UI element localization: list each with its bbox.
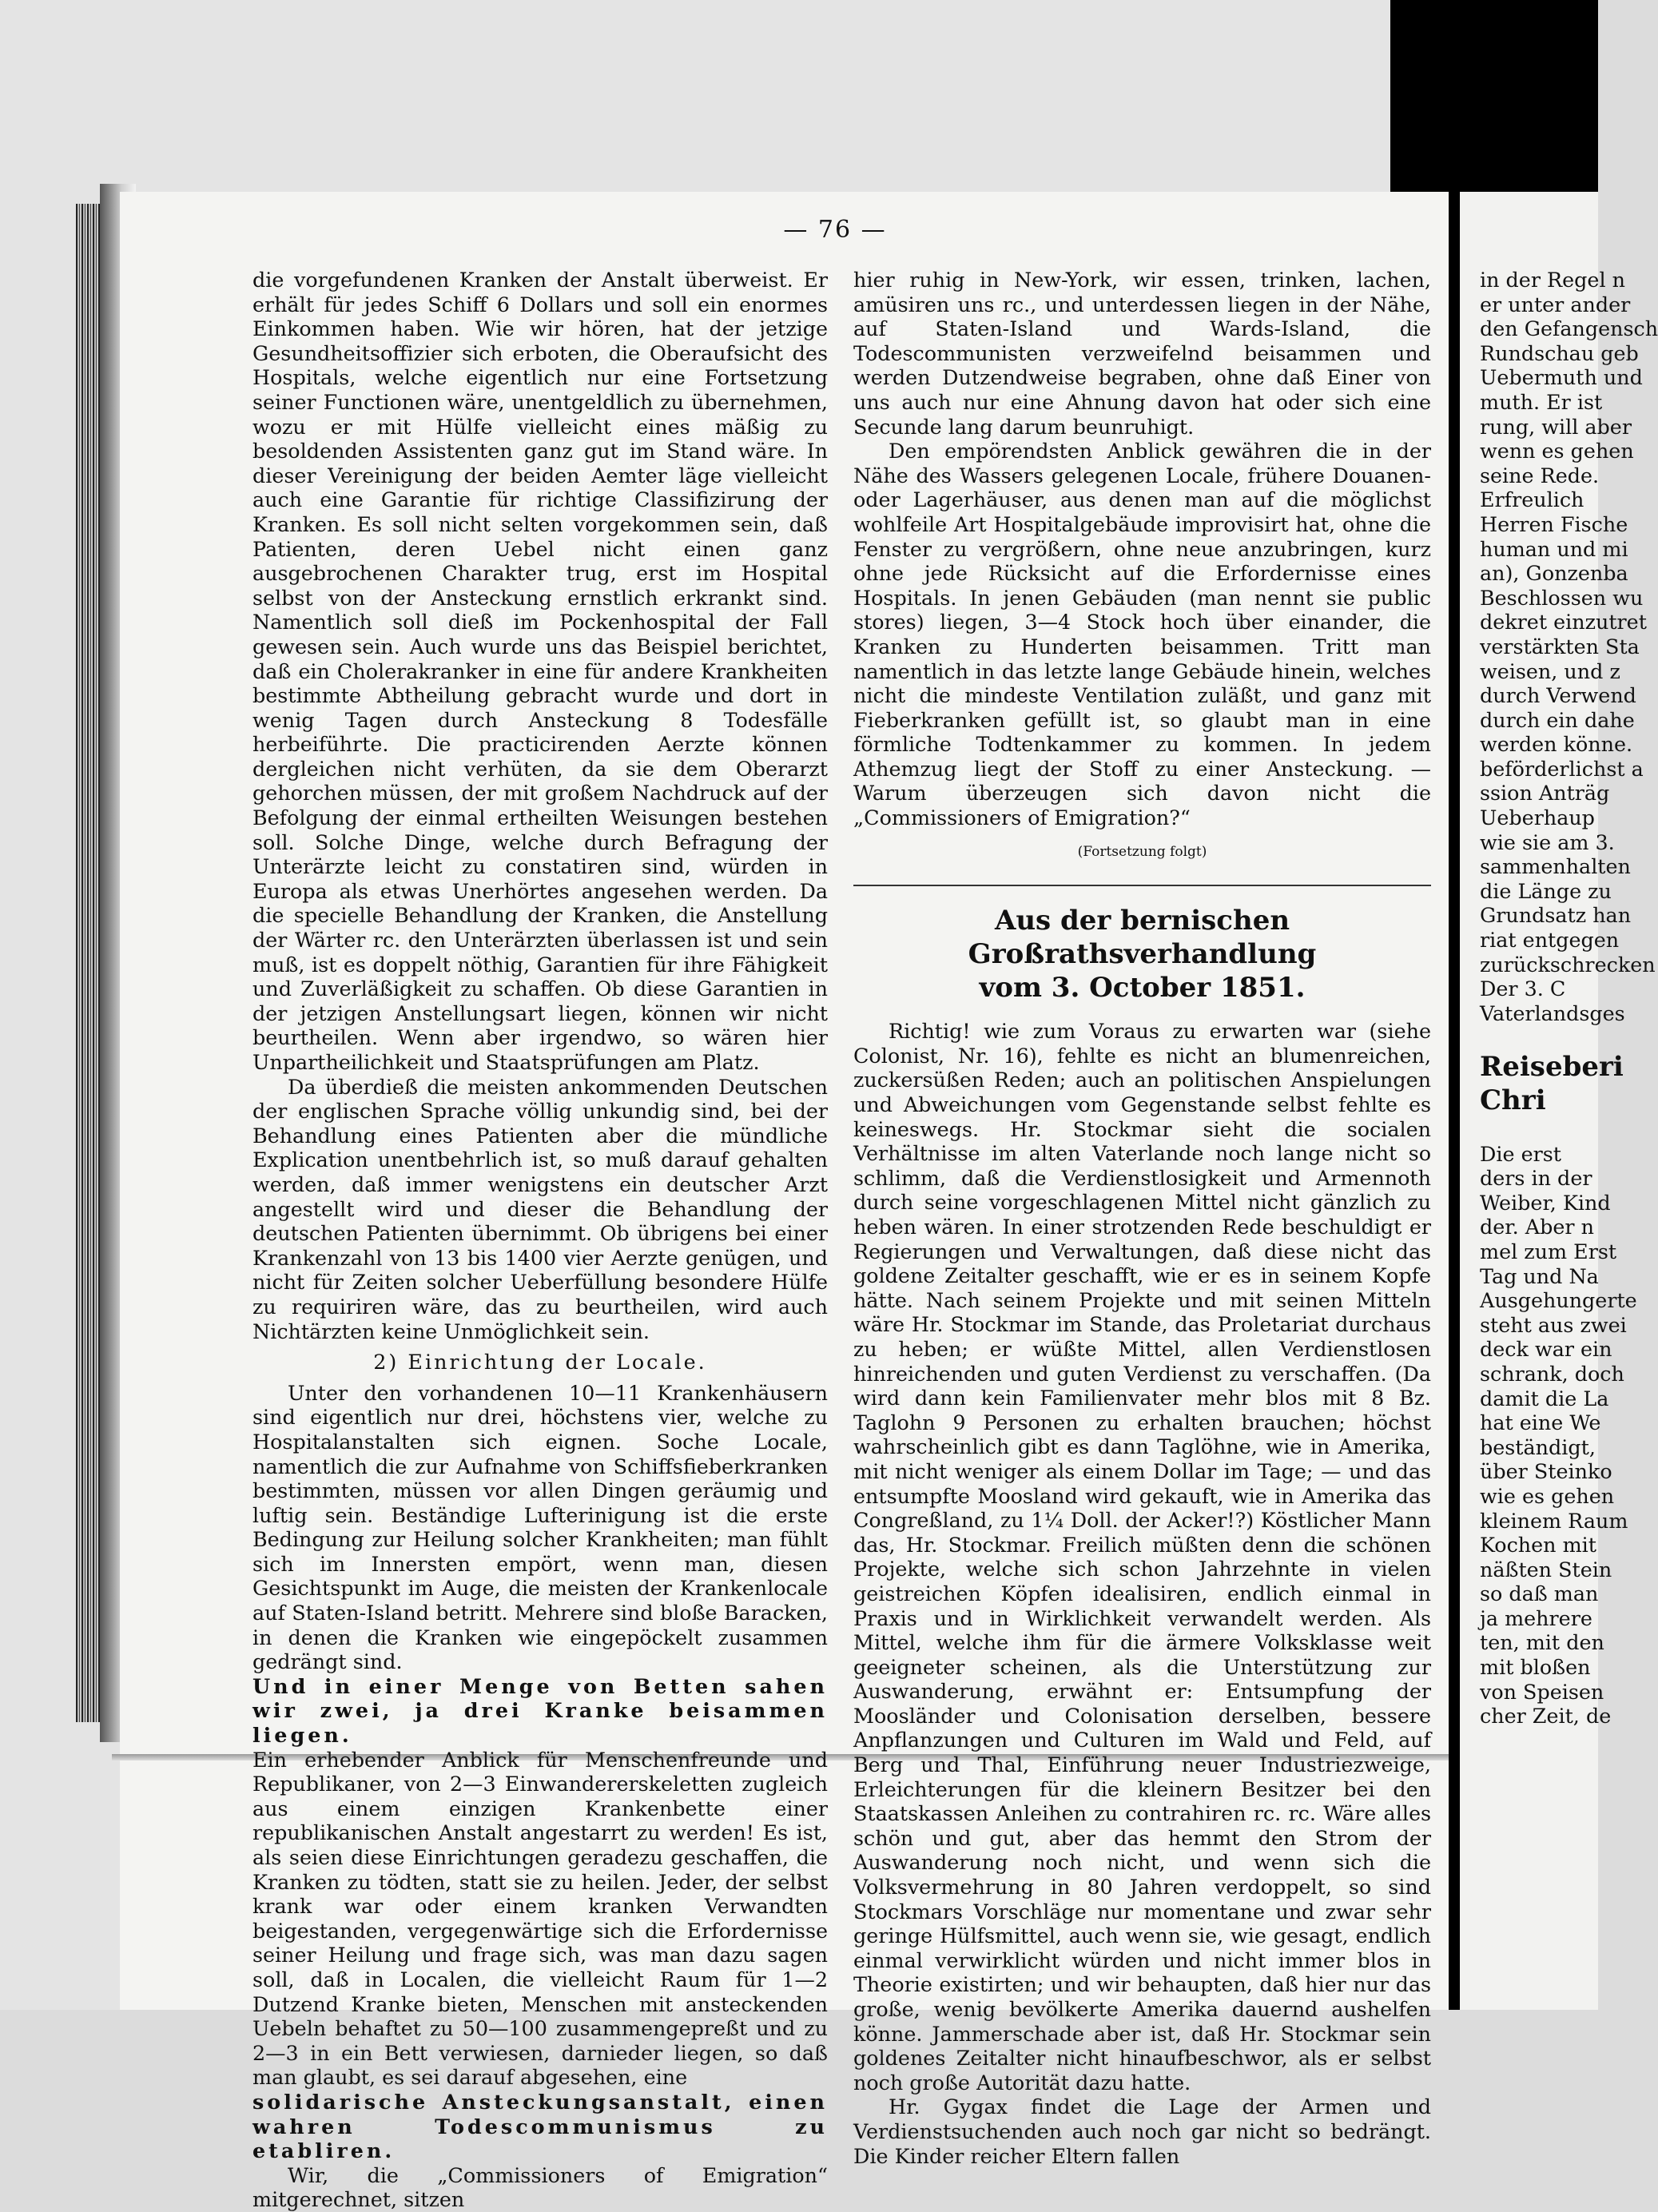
- next-page-line-fragment: dekret einzutret: [1480, 610, 1647, 635]
- next-page-line-fragment: seine Rede.: [1480, 463, 1600, 487]
- next-page-line-fragment: wie es gehen: [1480, 1483, 1615, 1508]
- next-page-line-fragment: beförderlichst a: [1480, 756, 1644, 781]
- paragraph: Unter den vorhandenen 10—11 Krankenhäusern sind eigentlich nur drei, höchstens vier, welche zu Hospitalanstalten sich eignen. Soche Locale, namentlich die zur Aufnahme von Schiffsfieberkranken bestimmten, müssen vor allen Dingen geräumig und luftig sein. Beständige Lufterinigung ist die erste Bedingung zur Heilung solcher Krankheiten; man fühlt sich im Innersten empört, wenn man, diesen Gesichtspunkt im Auge, die meisten der Krankenlocale auf Staten-Island betritt. Mehrere sind bloße Baracken, in denen die Kranken wie eingepöckelt zusammen gedrängt sind.: [252, 1380, 828, 1674]
- next-page-line-fragment: mit bloßen: [1480, 1655, 1591, 1680]
- headline-line-1: Aus der bernischen Großrathsverhandlung: [968, 905, 1317, 971]
- article-continuation: [853, 268, 1431, 830]
- next-page-line-fragment: Die erst: [1480, 1141, 1561, 1166]
- next-page-line-fragment: wenn es gehen: [1480, 439, 1634, 463]
- next-page-line-fragment: hat eine We: [1480, 1410, 1601, 1435]
- next-page-line-fragment: beständigt,: [1480, 1434, 1596, 1459]
- page-number: — 76 —: [783, 216, 887, 244]
- next-page-line-fragment: sammenhalten: [1480, 854, 1631, 879]
- next-page-line-fragment: schrank, doch: [1480, 1361, 1624, 1386]
- next-page-line-fragment: die Länge zu: [1480, 878, 1612, 903]
- book-gutter: [1449, 0, 1460, 2010]
- next-page-line-fragment: der. Aber n: [1480, 1215, 1594, 1239]
- next-page-line-fragment: ja mehrere: [1480, 1605, 1592, 1630]
- next-page-line-fragment: mel zum Erst: [1480, 1239, 1617, 1263]
- next-page-line-fragment: an), Gonzenba: [1480, 561, 1628, 586]
- headline-line-2: vom 3. October 1851.: [979, 972, 1306, 1005]
- section-subheading: 2) Einrichtung der Locale.: [373, 1350, 707, 1375]
- article-headline: [853, 904, 1431, 1005]
- dark-scan-corner: [1390, 0, 1598, 192]
- next-page-line-fragment: kleinem Raum: [1480, 1508, 1628, 1533]
- book-page-edges: [76, 204, 100, 1722]
- next-page-line-fragment: zurückschrecken: [1480, 952, 1656, 977]
- emphasized-text: solidarische Ansteckungsanstalt, einen wahren Todescommunismus zu etabliren.: [252, 2089, 828, 2163]
- next-page-line-fragment: human und mi: [1480, 536, 1628, 561]
- next-page-line-fragment: Chri: [1480, 1084, 1546, 1116]
- next-page-line-fragment: weisen, und z: [1480, 658, 1620, 683]
- next-page-line-fragment: werden könne.: [1480, 732, 1633, 757]
- next-page-line-fragment: muth. Er ist: [1480, 389, 1603, 414]
- next-page-line-fragment: Beschlossen wu: [1480, 585, 1644, 610]
- continuation-note: (Fortsetzung folgt): [1077, 843, 1207, 860]
- paragraph: Da überdieß die meisten ankommenden Deutschen der englischen Sprache völlig unkundig sind, bei der Behandlung eines Patienten aber die mündliche Explication unentbehrlich ist, so muß darauf gehalten werden, daß immer wenigstens ein deutscher Arzt angestellt wird und dieser die Behandlung der deutschen Patienten übernimmt. Ob übrigens bei einer Krankenzahl von 13 bis 1400 vier Aerzte genügen, und nicht für Zeiten solcher Ueberfüllung besondere Hülfe zu requiriren wäre, das zu beurtheilen, wird auch Nichtärzten keine Unmöglichkeit sein.: [252, 1074, 828, 1343]
- next-page-line-fragment: durch ein dahe: [1480, 707, 1635, 732]
- article-body: [853, 1019, 1431, 2168]
- paragraph: Ein erhebender Anblick für Menschenfreunde und Republikaner, von 2—3 Einwandererskeletten zugleich aus einem einzigen Krankenbette einer republikanischen Anstalt angestarrt zu werden! Es ist, als seien diese Einrichtungen geradezu geschaffen, die Kranken zu tödten, statt sie zu heilen. Jeder, der selbst krank war oder einem kranken Verwandten beigestanden, vergegenwärtige sich die Erfordernisse seiner Heilung und frage sich, was man dazu sagen soll, daß in Localen, die vielleicht Raum für 1—2 Dutzend Kranke bieten, Menschen mit ansteckenden Uebeln behaftet zu 50—100 zusammengepreßt und zu 2—3 in ein Bett verwiesen, darnieder liegen, so daß man glaubt, es sei darauf abgesehen, eine: [252, 1747, 828, 2090]
- next-page-line-fragment: deck war ein: [1480, 1337, 1612, 1362]
- next-page-line-fragment: über Steinko: [1480, 1459, 1612, 1484]
- paragraph: Wir, die „Commissioners of Emigration“ mitgerechnet, sitzen: [252, 2162, 828, 2212]
- next-page-line-fragment: ssion Anträg: [1480, 781, 1610, 806]
- next-page-line-fragment: Rundschau geb: [1480, 340, 1639, 365]
- next-page-line-fragment: ten, mit den: [1480, 1630, 1604, 1655]
- next-page-line-fragment: so daß man: [1480, 1581, 1599, 1606]
- paragraph: Den empörendsten Anblick gewähren die in der Nähe des Wassers gelegenen Locale, frühere Douanen- oder Lagerhäuser, aus denen man auf die möglichst wohlfeile Art Hospitalgebäude improvisirt hat, ohne die Fenster zu vergrößern, ohne neue anzubringen, kurz ohne jede Rücksicht auf die Erfordernisse eines Hospitals. In jenen Gebäuden (man nennt sie public stores) liegen, 3—4 Stock hoch über einander, die Kranken zu Hunderten beisammen. Tritt man namentlich in das letzte lange Gebäude hinein, welches nicht die mindeste Ventilation zuläßt, und ganz mit Fieberkranken gefüllt ist, so glaubt man in eine förmliche Todtenkammer zu kommen. In jedem Athemzug liegt der Stoff zu einer Ansteckung. — Warum überzeugen sich davon nicht die „Commissioners of Emigration?“: [853, 439, 1431, 830]
- paragraph: hier ruhig in New-York, wir essen, trinken, lachen, amüsiren uns rc., und unterdessen liegen in der Nähe, auf Staten-Island und Wards-Island, die Todescommunisten verzweifelnd beisammen und werden Dutzendweise begraben, ohne daß Einer von uns auch nur eine Ahnung davon hat oder sich eine Secunde lang darum beunruhigt.: [853, 268, 1431, 439]
- next-page-line-fragment: Erfreulich: [1480, 487, 1584, 512]
- next-page-line-fragment: Herren Fische: [1480, 511, 1628, 536]
- next-page-line-fragment: Grundsatz han: [1480, 903, 1632, 928]
- next-page-line-fragment: Kochen mit: [1480, 1533, 1596, 1558]
- next-page-line-fragment: cher Zeit, de: [1480, 1704, 1612, 1729]
- next-page-line-fragment: Reiseberi: [1480, 1051, 1624, 1083]
- next-page-line-fragment: von Speisen: [1480, 1679, 1604, 1704]
- next-page-line-fragment: Ueberhaup: [1480, 806, 1595, 830]
- next-page-line-fragment: durch Verwend: [1480, 683, 1636, 708]
- paragraph: Richtig! wie zum Voraus zu erwarten war (siehe Colonist, Nr. 16), fehlte es nicht an blumenreichen, zuckersüßen Reden; auch an politischen Anspielungen und Abweichungen vom Gegenstande selbst fehlte es keineswegs. Hr. Stockmar sieht die socialen Verhältnisse im alten Vaterlande noch lange nicht so schlimm, daß die Verdienstlosigkeit und Armennoth durch seine vorgeschlagenen Mittel nicht gänzlich zu heben wären. In einer strotzenden Rede beschuldigt er Regierungen und Verwaltungen, daß diese nicht das goldene Zeitalter geschafft, wie er es in seinem Kopfe hätte. Nach seinem Projekte und mit seinen Mitteln wäre Hr. Stockmar im Stande, das Proletariat durchaus zu heben; er wüßte Mittel, allen Verdienstlosen hinreichenden und guten Verdienst zu verschaffen. (Da wird dann kein Familienvater mehr blos mit 8 Bz. Taglohn 9 Personen zu erhalten brauchen; höchst wahrscheinlich gibt es dann Taglöhne, wie in Amerika, mit nicht weniger als einem Dollar im Tage; — und das entsumpfte Moosland wird gekauft, wie in Amerika das Congreßland, zu 1¼ Doll. der Acker!?) Köstlicher Mann das, Hr. Stockmar. Freilich müßten denn die schönen Projekte, welche sich schon Jahrzehnte in vielen geistreichen Köpfen idealisiren, endlich einmal in Praxis und in Wirklichkeit verwandelt werden. Als Mittel, welche ihm für die ärmere Volksklasse weit geeigneter scheinen, als die Unterstützung zur Auswanderung, erwähnt er: Entsumpfung der Moosländer und Colonisation derselben, bessere Anpflanzungen und Culturen im Wald und Feld, auf Berg und Thal, Einführung neuer Industriezweige, Erleichterungen für die kleinern Besitzer bei den Staatskassen Anleihen zu contrahiren rc. rc. Wäre alles schön und gut, aber das hemmt den Strom der Auswanderung noch nicht, und wenn sich die Volksvermehrung in 80 Jahren verdoppelt, so sind Stockmars Vorschläge nur momentane und zwar sehr geringe Hülfsmittel, auch wenn sie, wie gesagt, endlich einmal verwirklicht würden und nicht immer blos in Theorie existirten; und wir behaupten, daß hier nur das große, wenig bevölkerte Amerika dauernd aushelfen könne. Jammerschade aber ist, daß Hr. Stockmar sein goldenes Zeitalter nicht hinaufbeschwor, als er selbst noch große Autorität dazu hatte.: [853, 1019, 1431, 2095]
- next-page-line-fragment: den Gefangensch: [1480, 316, 1658, 341]
- emphasized-text: Und in einer Menge von Betten sahen wir zwei, ja drei Kranke beisammen liegen.: [252, 1673, 828, 1748]
- next-page-line-fragment: steht aus zwei: [1480, 1312, 1627, 1337]
- next-page-line-fragment: er unter ander: [1480, 292, 1631, 316]
- section-rule: [853, 885, 1431, 886]
- next-page-line-fragment: Weiber, Kind: [1480, 1190, 1611, 1215]
- next-page-line-fragment: in der Regel n: [1480, 268, 1625, 292]
- left-column: [252, 268, 828, 2212]
- paragraph: Hr. Gygax findet die Lage der Armen und Verdienstsuchenden auch noch gar nicht so bedrängt. Die Kinder reicher Eltern fallen: [853, 2095, 1431, 2168]
- next-page-line-fragment: rung, will aber: [1480, 414, 1632, 439]
- next-page-column-fragment: [1480, 268, 1658, 1729]
- next-page-line-fragment: ders in der: [1480, 1166, 1592, 1191]
- next-page-line-fragment: Ausgehungerte: [1480, 1288, 1637, 1313]
- next-page-line-fragment: damit die La: [1480, 1386, 1609, 1410]
- paragraph: die vorgefundenen Kranken der Anstalt überweist. Er erhält für jedes Schiff 6 Dollars und soll ein enormes Einkommen haben. Wie wir hören, hat der jetzige Gesundheitsoffizier sich erboten, die Oberaufsicht des Hospitals, welche eigentlich nur eine Fortsetzung seiner Functionen wäre, unentgeldlich zu übernehmen, wozu er mit Hülfe vielleicht eines mäßig zu besoldenden Assistenten ganz gut im Stand wäre. In dieser Vereinigung der beiden Aemter läge vielleicht auch eine Garantie für richtige Classifizirung der Kranken. Es soll nicht selten vorgekommen sein, daß Patienten, deren Uebel nicht einen ganz ausgebrochenen Charakter trug, erst im Hospital selbst von der Ansteckung ernstlich erkrankt sind. Namentlich soll dieß im Pockenhospital der Fall gewesen sein. Auch wurde uns das Beispiel berichtet, daß ein Cholerakranker in eine für andere Krankheiten bestimmte Abtheilung gebracht wurde und dort in wenig Tagen durch Ansteckung 8 Todesfälle herbeiführte. Die practicirenden Aerzte können dergleichen nicht verhüten, da sie dem Oberarzt gehorchen müssen, der mit großem Nachdruck auf der Befolgung der einmal ertheilten Weisungen bestehen soll. Solche Dinge, welche durch Befragung der Unterärzte leicht zu constatiren sind, würden in Europa als etwas Unerhörtes angesehen werden. Da die specielle Behandlung der Kranken, die Anstellung der Wärter rc. den Unterärzten überlassen ist und sein muß, ist es doppelt nöthig, Garantien für ihre Fähigkeit und Zuverläßigkeit zu schaffen. Ob diese Garantien in der jetzigen Anstellungsart liegen, können wir nicht beurtheilen. Wenn aber irgendwo, so wären hier Unpartheilichkeit und Staatsprüfungen am Platz.: [252, 268, 828, 1074]
- next-page-line-fragment: Uebermuth und: [1480, 365, 1643, 390]
- next-page-line-fragment: Tag und Na: [1480, 1263, 1599, 1288]
- next-page-line-fragment: verstärkten Sta: [1480, 634, 1640, 658]
- next-page-line-fragment: Der 3. C: [1480, 977, 1566, 1001]
- next-page-line-fragment: [1480, 1025, 1624, 1050]
- next-page-line-fragment: näßten Stein: [1480, 1557, 1612, 1581]
- next-page-line-fragment: riat entgegen: [1480, 928, 1620, 953]
- next-page-line-fragment: [1480, 1117, 1624, 1142]
- next-page-line-fragment: Vaterlandsges: [1480, 1001, 1625, 1025]
- next-page-line-fragment: wie sie am 3.: [1480, 830, 1615, 854]
- middle-column: [853, 268, 1431, 2168]
